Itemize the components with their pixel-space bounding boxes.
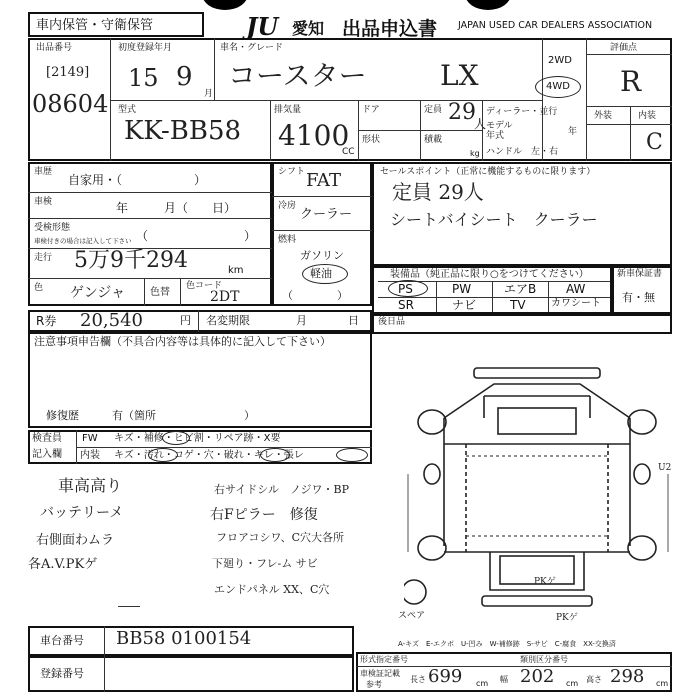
equip-item-pw: PW [452, 282, 472, 296]
inspector-note: エンドパネル XX、C穴 [214, 583, 330, 596]
listing-number-label: 出品番号 [36, 43, 73, 53]
height-unit: cm [656, 679, 669, 688]
name-change-day: 日 [348, 314, 359, 327]
car-name: コースター [228, 59, 367, 92]
inspector-row1: キズ・補修・ヒビ割・リペア跡・X要 [114, 433, 281, 444]
storage-label: 車内保管・守衛保管 [36, 18, 154, 33]
shape-label: 形状 [362, 135, 381, 145]
inspector-note: 各A.V.PKゲ [28, 557, 98, 572]
diagram-u2-label: U2 [658, 463, 672, 473]
equip-item-sr: SR [398, 298, 414, 312]
color-value: ゲンジャ [70, 285, 126, 301]
color-code-value: 2DT [210, 289, 240, 305]
circle-mark-2 [148, 448, 178, 462]
handle-label: ハンドル 左・右 [486, 147, 559, 157]
ac-value: クーラー [300, 207, 353, 222]
circle-mark-1 [162, 431, 190, 445]
inspector-label-2: 記入欄 [32, 449, 62, 460]
length-unit: cm [476, 679, 489, 688]
equip-item-navi: ナビ [452, 298, 477, 312]
width-label: 幅 [500, 675, 508, 684]
cert-label: 車検証記載 [360, 669, 400, 678]
name-grade-label: 車名・グレード [220, 43, 284, 53]
height-label: 高さ [586, 675, 602, 684]
shift-value: FAT [306, 170, 341, 191]
repair-value: 有（箇所 ） [112, 409, 255, 422]
equipment-label: 装備品（純正品に限り○をつけてください） [390, 269, 589, 280]
eval-label: 評価点 [610, 43, 638, 53]
listing-number: 08604 [32, 90, 109, 118]
storage-box [28, 12, 204, 37]
diagram-pk-label: PKゲ [534, 577, 556, 587]
color-change-label: 色替 [150, 287, 170, 298]
name-change-month: 月 [296, 314, 307, 327]
ac-label: 冷房 [278, 201, 297, 211]
inspector-note: 右Fピラー 修復 [210, 507, 318, 523]
inspector-note: 車高高り [58, 476, 123, 495]
binder-hole-left [202, 0, 248, 10]
type-no-label: 形式指定番号 [360, 655, 408, 664]
model-label: 型式 [118, 105, 137, 115]
dash-mark [118, 606, 140, 607]
association-name: JAPAN USED CAR DEALERS ASSOCIATION [458, 20, 653, 31]
history-value: 自家用・（ ） [68, 173, 207, 187]
interior-score: C [646, 130, 663, 155]
eval-score: R [620, 65, 642, 98]
year-unit: 年 [568, 127, 578, 137]
fuel-gas: ガソリン [300, 249, 344, 262]
form-title: 出品申込書 [342, 18, 438, 40]
rear-items-section [372, 314, 672, 334]
equip-item-tv: TV [510, 298, 526, 312]
capacity-label: 定員 [424, 105, 443, 115]
circle-mark-4 [336, 448, 368, 462]
recycle-label: R券 [36, 314, 57, 328]
shift-label: シフト [278, 167, 306, 177]
repair-label: 修復歴 [46, 409, 79, 422]
mileage-label: 走行 [34, 253, 53, 263]
car-grade: LX [440, 59, 479, 92]
equip-item-leather: カワシート [551, 298, 601, 309]
selling-point-2: シートバイシート クーラー [390, 210, 598, 229]
inspector-row2-prefix: 内装 [80, 450, 100, 461]
displacement-value: 4100 [278, 119, 350, 152]
length-label: 長さ [410, 675, 426, 684]
equip-item-airbag: エアB [504, 282, 537, 296]
diagram-pka-label: PKゲ [556, 613, 578, 623]
model-year-label1: モデル [486, 121, 513, 131]
class-no-label: 類別区分番号 [520, 655, 568, 664]
new-car-warranty-value: 有・無 [622, 291, 655, 304]
interior-label: 内装 [638, 111, 657, 121]
exterior-label: 外装 [594, 111, 613, 121]
fuel-diesel: 軽油 [310, 267, 332, 280]
equip-item-aw: AW [566, 282, 586, 296]
reg-month: 9 [176, 62, 193, 92]
chassis-value: BB58 0100154 [116, 628, 252, 649]
registration-label: 登録番号 [40, 667, 84, 680]
capacity-unit: 人 [474, 117, 487, 131]
inspector-note: 右サイドシル ノジワ・BP [214, 483, 349, 496]
fuel-label: 燃料 [278, 235, 297, 245]
inspector-note: 右側面わムラ [36, 533, 115, 548]
name-change-label: 名変期限 [206, 314, 250, 327]
displacement-label: 排気量 [274, 105, 302, 115]
drive-2wd: 2WD [548, 55, 572, 66]
dealer-label: ディーラー・並行 [486, 107, 558, 117]
km-unit: km [228, 265, 244, 276]
color-label: 色 [34, 283, 44, 293]
damage-legend: A-キズ E-エクボ U-凹み W-補修跡 S-サビ C-腐食 XX-交換済 [398, 640, 616, 648]
ju-logo: JU [246, 12, 279, 41]
mileage-value: 5万9千294 [74, 248, 188, 273]
inspector-note: 下廻り・フレ-ム サビ [212, 557, 318, 570]
capacity-value: 29 [448, 100, 476, 125]
chassis-label: 車台番号 [40, 634, 84, 647]
inspector-label-1: 検査員 [32, 433, 62, 444]
length-value: 699 [428, 666, 463, 687]
kg-unit: kg [470, 149, 480, 158]
notes-label: 注意事項申告欄（不具合内容等は具体的に記入して下さい） [34, 335, 331, 348]
fuel-paren: （ ） [282, 289, 348, 302]
height-value: 298 [610, 666, 645, 687]
first-reg-label: 初度登録年月 [118, 43, 173, 53]
width-value: 202 [520, 666, 555, 687]
circle-mark-3 [260, 448, 290, 462]
new-car-warranty-label: 新車保証書 [617, 269, 663, 279]
selling-point-1: 定員 29人 [392, 180, 484, 204]
inspector-row2: キズ・汚れ・コゲ・穴・破れ・キレ・張レ [114, 450, 304, 461]
selling-points-label: セールスポイント（正常に機能するものに限ります） [380, 167, 596, 177]
ref-label: 参考 [366, 680, 382, 689]
rear-items-label: 後日品 [378, 317, 406, 327]
model-year-label2: 年式 [486, 131, 505, 141]
inspector-note: バッテリーメ [40, 505, 124, 521]
cc-unit: CC [342, 147, 355, 157]
model-value: KK-BB58 [124, 116, 242, 146]
reg-year: 15 [128, 64, 159, 92]
month-unit: 月 [204, 89, 214, 99]
recycle-amount: 20,540 [80, 310, 143, 331]
receive-label: 受検形態 [34, 223, 71, 233]
load-label: 積載 [424, 135, 443, 145]
binder-hole-right [465, 0, 511, 10]
inspection-value: 年 月（ 日） [116, 201, 237, 215]
receive-value: （ ） [136, 229, 257, 243]
listing-sub-number: [2149] [46, 65, 90, 80]
door-label: ドア [362, 105, 380, 115]
equip-item-ps: PS [398, 282, 413, 296]
inspector-note: フロアコシワ、C穴大各所 [216, 531, 344, 544]
inspector-row1-prefix: FW [82, 433, 98, 444]
width-unit: cm [566, 679, 579, 688]
color-code-label: 色コード [186, 281, 223, 291]
drive-4wd: 4WD [546, 81, 570, 92]
receive-note: 車検付きの場合は記入して下さい [34, 237, 132, 245]
org-name: 愛知 [292, 19, 325, 38]
recycle-unit: 円 [180, 314, 191, 327]
inspection-label: 車検 [34, 197, 53, 207]
history-label: 車歴 [34, 167, 53, 177]
spare-label: スペア [398, 611, 426, 621]
